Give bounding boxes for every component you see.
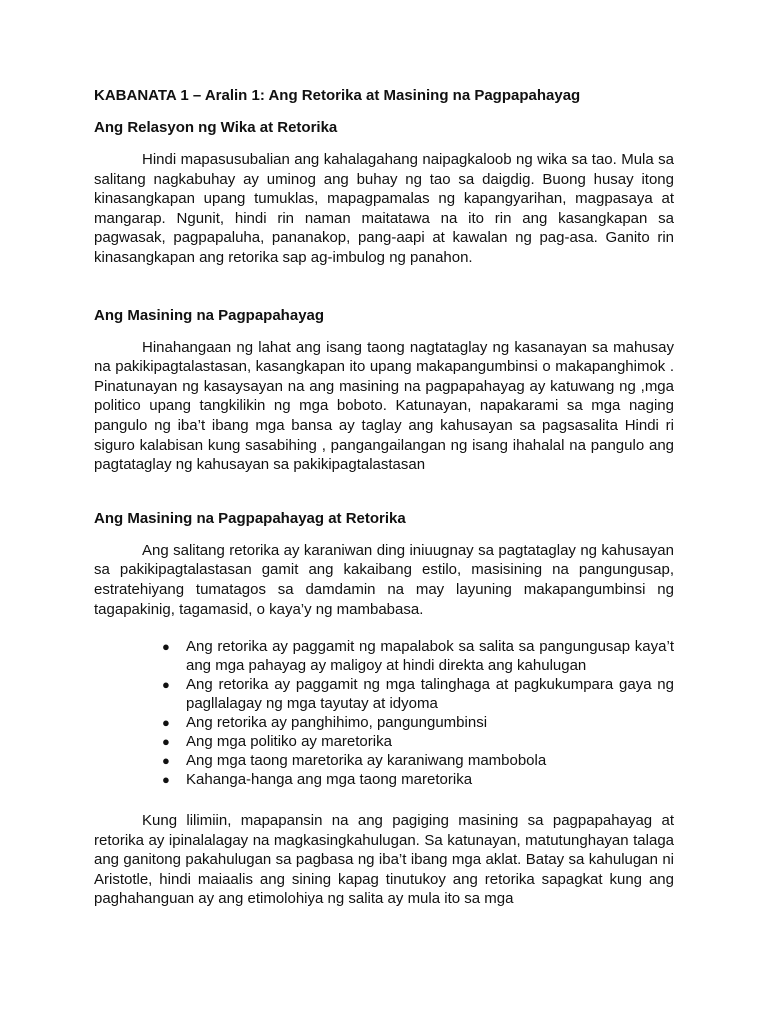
list-item: ● Ang retorika ay paggamit ng mga talinghaga at pagkukumpara gaya ng pagllalagay ng mga tayutay at idyoma	[162, 676, 674, 713]
section-heading-masining-retorika: Ang Masining na Pagpapahayag at Retorika	[94, 509, 406, 527]
section-heading-relasyon: Ang Relasyon ng Wika at Retorika	[94, 119, 338, 136]
document-page	[94, 86, 674, 909]
bullet-icon: ●	[162, 753, 170, 769]
list-item: ● Ang retorika ay panghihimo, pangungumbinsi	[162, 714, 488, 732]
list-item: ● Kahanga-hanga ang mga taong maretorika	[162, 771, 473, 789]
bullet-icon: ●	[162, 677, 170, 693]
paragraph-closing: Kung lilimiin, mapapansin na ang pagiging masining sa pagpapahayag at retorika ay ipinalalagay na magkasingkahulugan. Sa katunayan, matutunghayan talaga ang ganitong pakahulugan sa pagbasa ng iba’t ibang mga aklat. Batay sa kahulugan ni Aristotle, hindi maiaalis ang sining kapag tinutukoy ang retorika sapagkat kung ang paghahanguan ay ang etimolohiya ng salita ay mula ito sa mga	[94, 812, 674, 908]
paragraph-masining: Hinahangaan ng lahat ang isang taong nagtataglay ng kasanayan sa mahusay na pakikipagtalastasan, kasangkapan ito upang makapangumbinsi o makapanghimok . Pinatunayan ng kasaysayan na ang masining na pagpapahayag ay katuwang ng ,mga politico upang tangkilikin ng mga boboto. Katunayan, napakarami sa mga naging pangulo ng iba’t ibang mga bansa ay taglay ang kahusayan sa pagsasalita Hindi ri siguro kalabisan kung sasabihing , pangangailangan ng isang ihahalal na pangulo ang pagtataglay ng kahusayan sa pakikipagtalastasan	[94, 338, 674, 474]
bullet-icon: ●	[162, 772, 170, 788]
paragraph-retorika: Ang salitang retorika ay karaniwan ding iniuugnay sa pagtataglay ng kahusayan sa pakikipagtalastasan gamit ang kakaibang estilo, masisining na pangungusap, estratehiyang tumatagos sa damdamin na may layuning makapangumbinsi ng tagapakinig, tagamasid, o kaya’y ng mambabasa.	[94, 541, 674, 618]
paragraph-relasyon: Hindi mapasusubalian ang kahalagahang naipagkaloob ng wika sa tao. Mula sa salitang nagkabuhay ay uminog ang buhay ng tao sa daigdig. Buong husay itong kinasangkapan upang tumuklas, mapagpamalas ng kapangyarihan, magpasaya at mangarap. Ngunit, hindi rin naman maitatawa na ito rin ang kasangkapan sa pagwasak, pagpapaluha, pananakop, pang-aapi at kawalan ng pag-asa. Ganito rin kinasangkapan ang retorika sap ag-imbulog ng panahon.	[94, 151, 674, 266]
list-item: ● Ang mga taong maretorika ay karaniwang mambobola	[162, 752, 547, 770]
bullet-icon: ●	[162, 715, 170, 731]
chapter-title: KABANATA 1 – Aralin 1: Ang Retorika at Masining na Pagpapahayag	[94, 87, 581, 104]
section-heading-masining: Ang Masining na Pagpapahayag	[94, 306, 325, 324]
list-item: ● Ang mga politiko ay maretorika	[162, 733, 392, 751]
retorika-bullet-list	[94, 637, 674, 789]
bullet-icon: ●	[162, 639, 170, 655]
bullet-icon: ●	[162, 734, 170, 750]
list-item: ● Ang retorika ay paggamit ng mapalabok sa salita sa pangungusap kaya’t ang mga pahayag ay maligoy at hindi direkta ang kahulugan	[162, 638, 674, 675]
